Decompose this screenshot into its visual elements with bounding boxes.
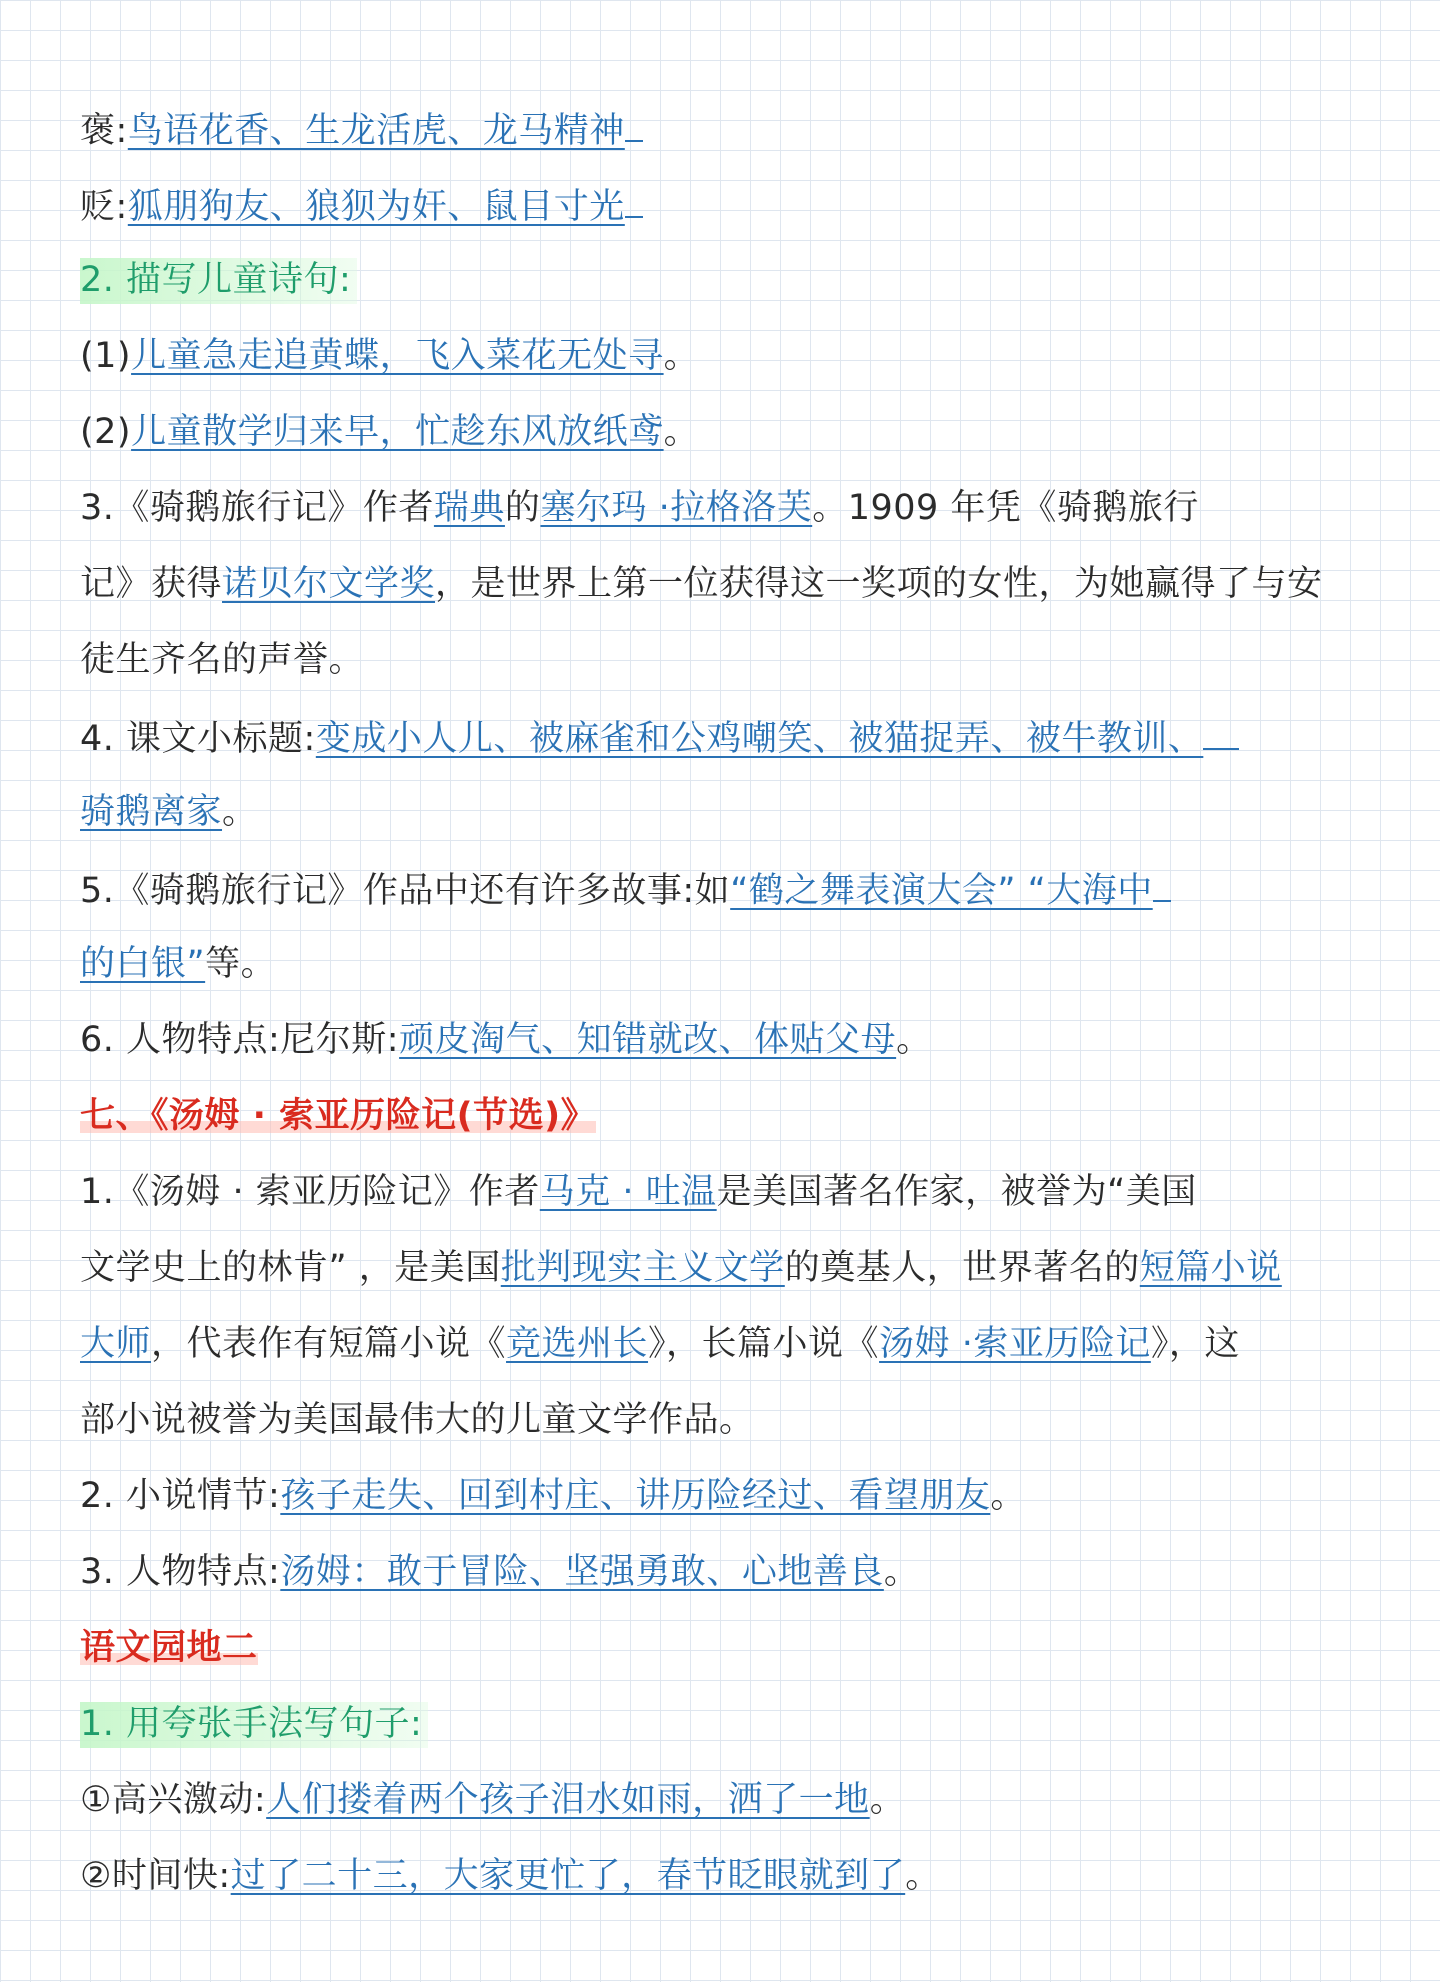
- other-stories-answer: “鹤之舞表演大会” “大海中: [730, 871, 1153, 911]
- chapter-titles-line-2: [80, 774, 1380, 850]
- text-segment: 的奠基人，世界著名的: [784, 1248, 1140, 1288]
- children-poem-heading-line: [80, 242, 1380, 318]
- other-stories-line-2: [80, 926, 1380, 1002]
- prize-answer: 诺贝尔文学奖: [222, 564, 436, 604]
- twain-line-4: [80, 1382, 1380, 1458]
- answer-blank-underline: [1153, 850, 1171, 902]
- notes-page: [80, 90, 1380, 1914]
- author-answer: 塞尔玛 ·拉格洛芙: [540, 488, 813, 528]
- text-segment: ，是世界上第一位获得这一奖项的女性，为她赢得了与安: [435, 564, 1323, 604]
- text-segment: ②时间快:: [80, 1856, 231, 1896]
- children-poem-heading: 2. 描写儿童诗句:: [80, 258, 357, 304]
- text-segment: 》，这: [1150, 1324, 1240, 1364]
- text-segment: 是美国著名作家，被誉为“美国: [716, 1172, 1197, 1212]
- poem-period-1: 。: [663, 336, 700, 376]
- exaggeration-heading-line: [80, 1686, 1380, 1762]
- short-story-title-answer: 竞选州长: [506, 1324, 649, 1364]
- chapter-titles-line-1: [80, 698, 1380, 774]
- twain-author-answer: 马克 · 吐温: [539, 1172, 717, 1212]
- poem-line-1: [80, 318, 1380, 394]
- exaggeration-answer-1: 人们搂着两个孩子泪水如雨，洒了一地: [266, 1780, 870, 1820]
- derogatory-idioms-line: [80, 166, 1380, 242]
- text-segment: 5.《骑鹅旅行记》作品中还有许多故事:如: [80, 871, 731, 911]
- text-segment: 3.《骑鹅旅行记》作者: [80, 488, 434, 528]
- language-garden-heading-line: [80, 1610, 1380, 1686]
- tom-sawyer-section-heading-line: [80, 1078, 1380, 1154]
- text-segment: 1.《汤姆 · 索亚历险记》作者: [80, 1172, 540, 1212]
- twain-line-2: [80, 1230, 1380, 1306]
- exaggeration-line-2: [80, 1838, 1380, 1914]
- text-segment: 》，长篇小说《: [648, 1324, 880, 1364]
- answer-blank-underline: [625, 166, 643, 218]
- plot-line: [80, 1458, 1380, 1534]
- praise-idioms-answer: 鸟语花香、生龙活虎、龙马精神: [127, 111, 625, 151]
- text-segment: 等。: [205, 944, 277, 984]
- exaggeration-heading: 1. 用夸张手法写句子:: [80, 1702, 428, 1748]
- answer-blank-underline: [1203, 698, 1239, 750]
- praise-label: 褒:: [80, 111, 128, 151]
- twain-line-3: [80, 1306, 1380, 1382]
- plot-answer: 孩子走失、回到村庄、讲历险经过、看望朋友: [280, 1476, 991, 1516]
- novel-title-answer: 汤姆 ·索亚历险记: [879, 1324, 1151, 1364]
- nils-traits-answer: 顽皮淘气、知错就改、体贴父母: [399, 1020, 897, 1060]
- derogatory-idioms-answer: 狐朋狗友、狼狈为奸、鼠目寸光: [127, 187, 625, 227]
- poem-answer-2: 儿童散学归来早，忙趁东风放纸鸢: [131, 412, 664, 452]
- derogatory-label: 贬:: [80, 187, 128, 227]
- text-segment: 6. 人物特点:尼尔斯:: [80, 1020, 400, 1060]
- text-segment: ，代表作有短篇小说《: [151, 1324, 507, 1364]
- text-segment: ①高兴激动:: [80, 1780, 267, 1820]
- master-answer: 大师: [80, 1324, 152, 1364]
- critical-realism-answer: 批判现实主义文学: [500, 1248, 785, 1288]
- answer-blank-underline: [625, 90, 643, 142]
- text-segment: 文学史上的林肯” ，是美国: [80, 1248, 501, 1288]
- chapter-titles-answer-cont: 骑鹅离家: [80, 792, 223, 832]
- poem-line-2: [80, 394, 1380, 470]
- tom-traits-line: [80, 1534, 1380, 1610]
- nils-author-line-2: [80, 546, 1380, 622]
- text-segment: 。: [990, 1476, 1026, 1516]
- nils-author-line-3: [80, 622, 1380, 698]
- twain-line-1: [80, 1154, 1380, 1230]
- nils-author-line-1: [80, 470, 1380, 546]
- text-segment: 。: [222, 792, 258, 832]
- text-segment: 2. 小说情节:: [80, 1476, 281, 1516]
- exaggeration-answer-2: 过了二十三，大家更忙了，春节眨眼就到了: [230, 1856, 906, 1896]
- text-segment: 的: [504, 488, 541, 528]
- short-story-answer: 短篇小说: [1139, 1248, 1282, 1288]
- poem-answer-1: 儿童急走追黄蝶，飞入菜花无处寻: [131, 336, 664, 376]
- tom-traits-answer: 汤姆：敢于冒险、坚强勇敢、心地善良: [280, 1552, 884, 1592]
- praise-idioms-line: [80, 90, 1380, 166]
- text-segment: 3. 人物特点:: [80, 1552, 281, 1592]
- text-segment: 。1909 年凭《骑鹅旅行: [812, 488, 1199, 528]
- chapter-titles-answer: 变成小人儿、被麻雀和公鸡嘲笑、被猫捉弄、被牛教训、: [315, 719, 1204, 759]
- poem-period-2: 。: [663, 412, 700, 452]
- text-segment: 4. 课文小标题:: [80, 719, 316, 759]
- exaggeration-line-1: [80, 1762, 1380, 1838]
- text-segment: 记》获得: [80, 564, 223, 604]
- text-segment: 。: [869, 1780, 906, 1820]
- text-segment: 徒生齐名的声誉。: [80, 640, 365, 680]
- nils-traits-line: [80, 1002, 1380, 1078]
- text-segment: 。: [905, 1856, 941, 1896]
- poem-number-2: (2): [80, 412, 132, 452]
- language-garden-heading: 语文园地二: [80, 1628, 258, 1668]
- text-segment: 部小说被誉为美国最伟大的儿童文学作品。: [80, 1400, 755, 1440]
- tom-sawyer-section-heading: 七、《汤姆 · 索亚历险记(节选)》: [80, 1096, 597, 1136]
- country-answer: 瑞典: [433, 488, 505, 528]
- text-segment: 。: [883, 1552, 920, 1592]
- text-segment: 。: [896, 1020, 932, 1060]
- poem-number-1: (1): [80, 336, 132, 376]
- other-stories-line-1: [80, 850, 1380, 926]
- other-stories-answer-cont: 的白银”: [80, 944, 206, 984]
